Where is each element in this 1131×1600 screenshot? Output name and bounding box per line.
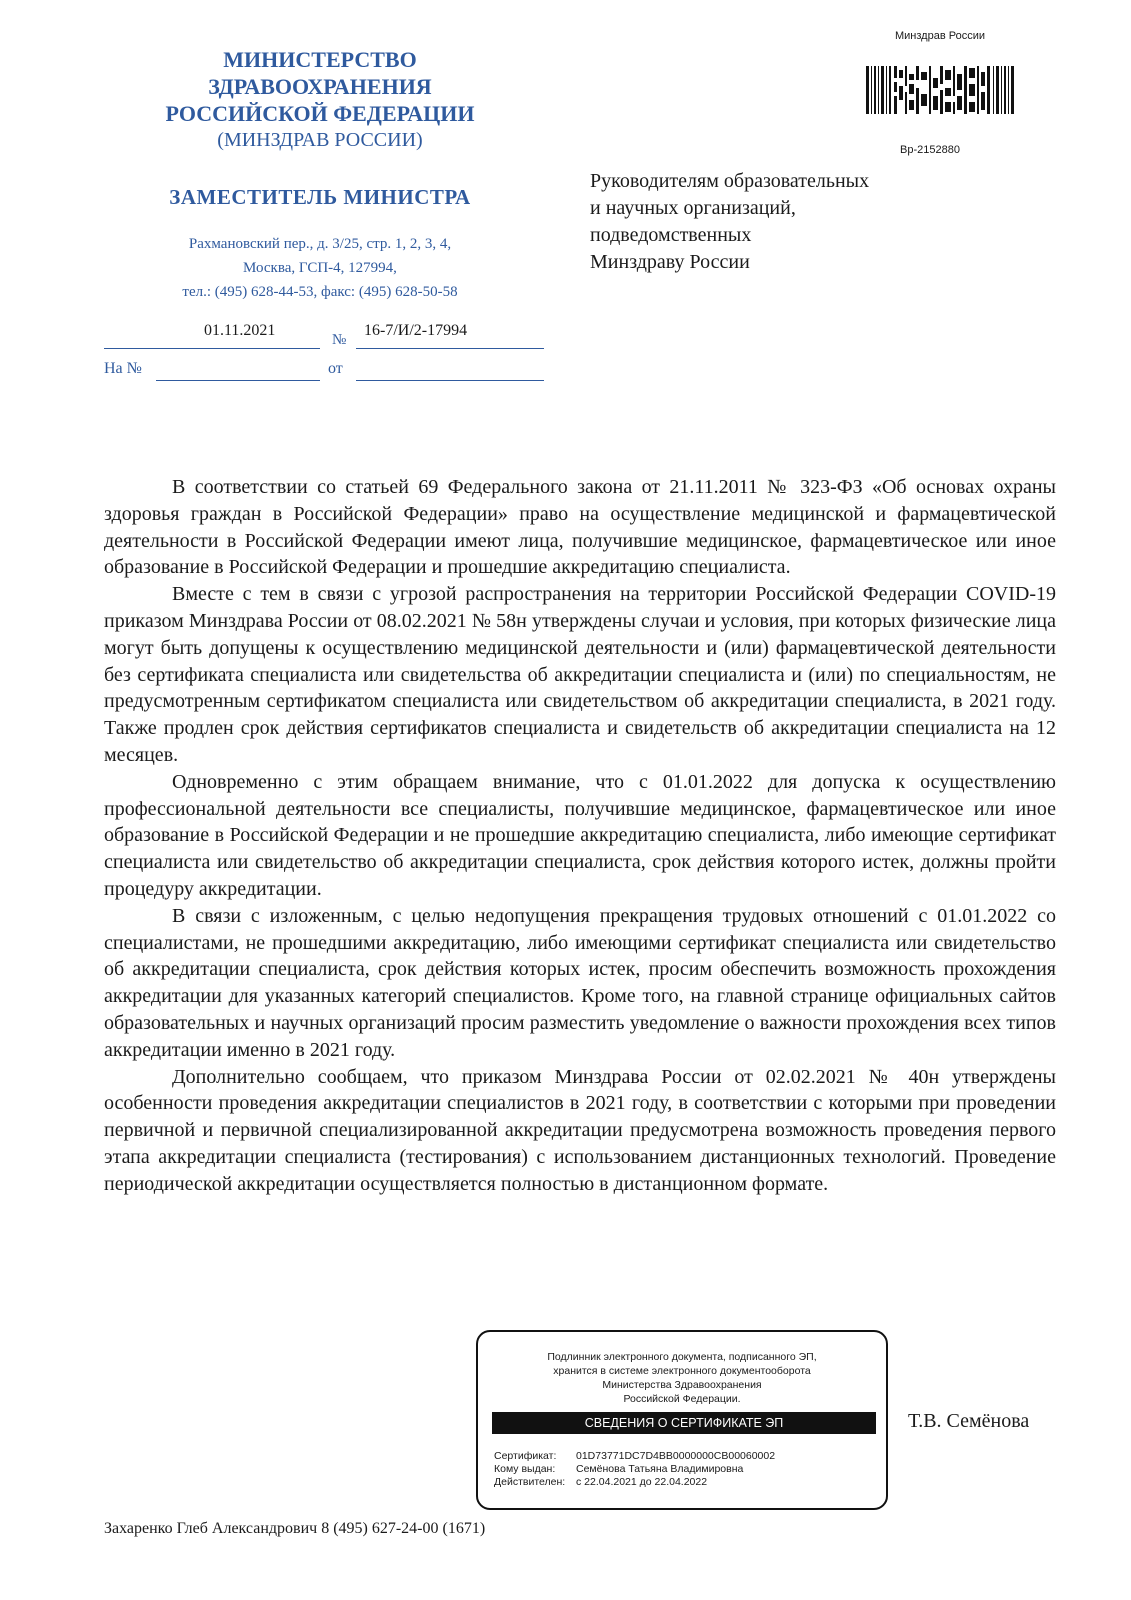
body-paragraph: В соответствии со статьей 69 Федерального закона от 21.11.2011 № 323-ФЗ «Об основах охраны здоровья граждан в Российской Федерации» право на осуществление медицинской и фармацевтической деятельности в Российской Федерации имеют лица, получившие медицинское, фармацевтическое или иное образование в Российской Федерации и прошедшие аккредитацию специалиста.	[104, 476, 1056, 579]
registry-id: Вр-2152880	[900, 144, 960, 156]
ministry-short-name: (МИНЗДРАВ РОССИИ)	[217, 129, 423, 151]
addressee-line: и научных организаций,	[590, 197, 796, 219]
body-paragraph: Вместе с тем в связи с угрозой распространения на территории Российской Федерации COVID-19 приказом Минздрава России от 08.02.2021 № 58н утверждены случаи и условия, при которых физические лица могут быть допущены к осуществлению медицинской деятельности и (или) фармацевтической деятельности без сертификата специалиста или свидетельства об аккредитации специалиста и (или) по специальностям, не предусмотренным сертификатом специалиста или свидетельством об аккредитации специалиста, в 2021 году. Также продлен срок действия сертификатов специалиста и свидетельств об аккредитации специалиста на 12 месяцев.	[104, 583, 1056, 766]
reference-date-label: от	[328, 360, 343, 377]
ministry-name-line: РОССИЙСКОЙ ФЕДЕРАЦИИ	[165, 101, 475, 126]
number-underline	[356, 348, 544, 349]
document-date: 01.11.2021	[204, 322, 276, 339]
issued-to-value: Семёнова Татьяна Владимировна	[576, 1463, 744, 1475]
addressee-line: Руководителям образовательных	[590, 170, 870, 192]
certificate-row	[494, 1450, 775, 1463]
signature-note-line: Министерства Здравоохранения	[602, 1379, 762, 1391]
barcode-icon	[866, 66, 1016, 114]
letter-body	[104, 474, 1056, 1198]
registration-block	[104, 320, 554, 390]
signature-note-line: хранится в системе электронного документооборота	[553, 1365, 811, 1377]
deputy-minister-title: ЗАМЕСТИТЕЛЬ МИНИСТРА	[169, 185, 471, 209]
reference-date-underline	[356, 380, 544, 381]
reference-number-underline	[156, 380, 320, 381]
certificate-info-title: СВЕДЕНИЯ О СЕРТИФИКАТЕ ЭП	[492, 1412, 876, 1434]
registry-stamp-label: Минздрав России	[895, 30, 985, 42]
body-paragraph: В связи с изложенным, с целью недопущения прекращения трудовых отношений с 01.01.2022 со специалистами, не прошедшими аккредитацию, либо имеющими сертификат специалиста или свидетельство об аккредитации специалиста, срок действия которых истек, просим обеспечить возможность прохождения аккредитации для указанных категорий специалистов. Кроме того, на главной странице официальных сайтов образовательных и научных организаций просим разместить уведомление о важности прохождения всех типов аккредитации именно в 2021 году.	[104, 904, 1056, 1061]
ministry-name-line: ЗДРАВООХРАНЕНИЯ	[208, 74, 432, 99]
signature-note-line: Российской Федерации.	[623, 1393, 741, 1405]
addressee-line: подведомственных	[590, 224, 752, 246]
address-line: Москва, ГСП-4, 127994,	[243, 260, 397, 276]
issued-to-row	[494, 1463, 775, 1476]
ministry-name-line: МИНИСТЕРСТВО	[223, 47, 417, 72]
document-number: 16-7/И/2-17994	[364, 322, 468, 339]
body-paragraph: Одновременно с этим обращаем внимание, что с 01.01.2022 для допуска к осуществлению профессиональной деятельности все специалисты, получившие медицинское, фармацевтическое или иное образование в Российской Федерации и не прошедшие аккредитацию специалиста, либо имеющие сертификат специалиста или свидетельство об аккредитации специалиста, срок действия которого истек, должны пройти процедуру аккредитации.	[104, 770, 1056, 900]
signature-note-line: Подлинник электронного документа, подписанного ЭП,	[547, 1351, 817, 1363]
body-paragraph: Дополнительно сообщаем, что приказом Минздрава России от 02.02.2021 № 40н утверждены особенности проведения аккредитации специалистов в 2021 году, в соответствии с которыми при проведении первичной и первичной специализированной аккредитации предусмотрена возможность проведения первого этапа аккредитации специалиста (тестирования) с использованием дистанционных технологий. Проведение периодической аккредитации осуществляется полностью в дистанционном формате.	[104, 1065, 1056, 1195]
addressee	[590, 168, 990, 276]
certificate-details	[494, 1450, 775, 1489]
date-underline	[104, 348, 320, 349]
number-sign: №	[332, 332, 347, 348]
address-line: тел.: (495) 628-44-53, факс: (495) 628-50-58	[182, 284, 458, 300]
certificate-label: Сертификат:	[494, 1450, 557, 1462]
signer-name: Т.В. Семёнова	[908, 1410, 1030, 1432]
electronic-signature-stamp	[476, 1330, 888, 1510]
valid-row	[494, 1476, 775, 1489]
valid-label: Действителен:	[494, 1476, 566, 1488]
issued-to-label: Кому выдан:	[494, 1463, 556, 1475]
address-line: Рахмановский пер., д. 3/25, стр. 1, 2, 3, 4,	[188, 236, 452, 252]
valid-value: с 22.04.2021 до 22.04.2022	[576, 1476, 708, 1488]
signature-note	[478, 1350, 886, 1406]
executor-contact: Захаренко Глеб Александрович 8 (495) 627-24-00 (1671)	[104, 1520, 486, 1537]
letterhead	[120, 46, 520, 304]
addressee-line: Минздраву России	[590, 251, 750, 273]
reference-number-label: На №	[104, 360, 142, 377]
ministry-address	[120, 232, 520, 304]
certificate-value: 01D73771DC7D4BB0000000CB00060002	[576, 1450, 776, 1462]
